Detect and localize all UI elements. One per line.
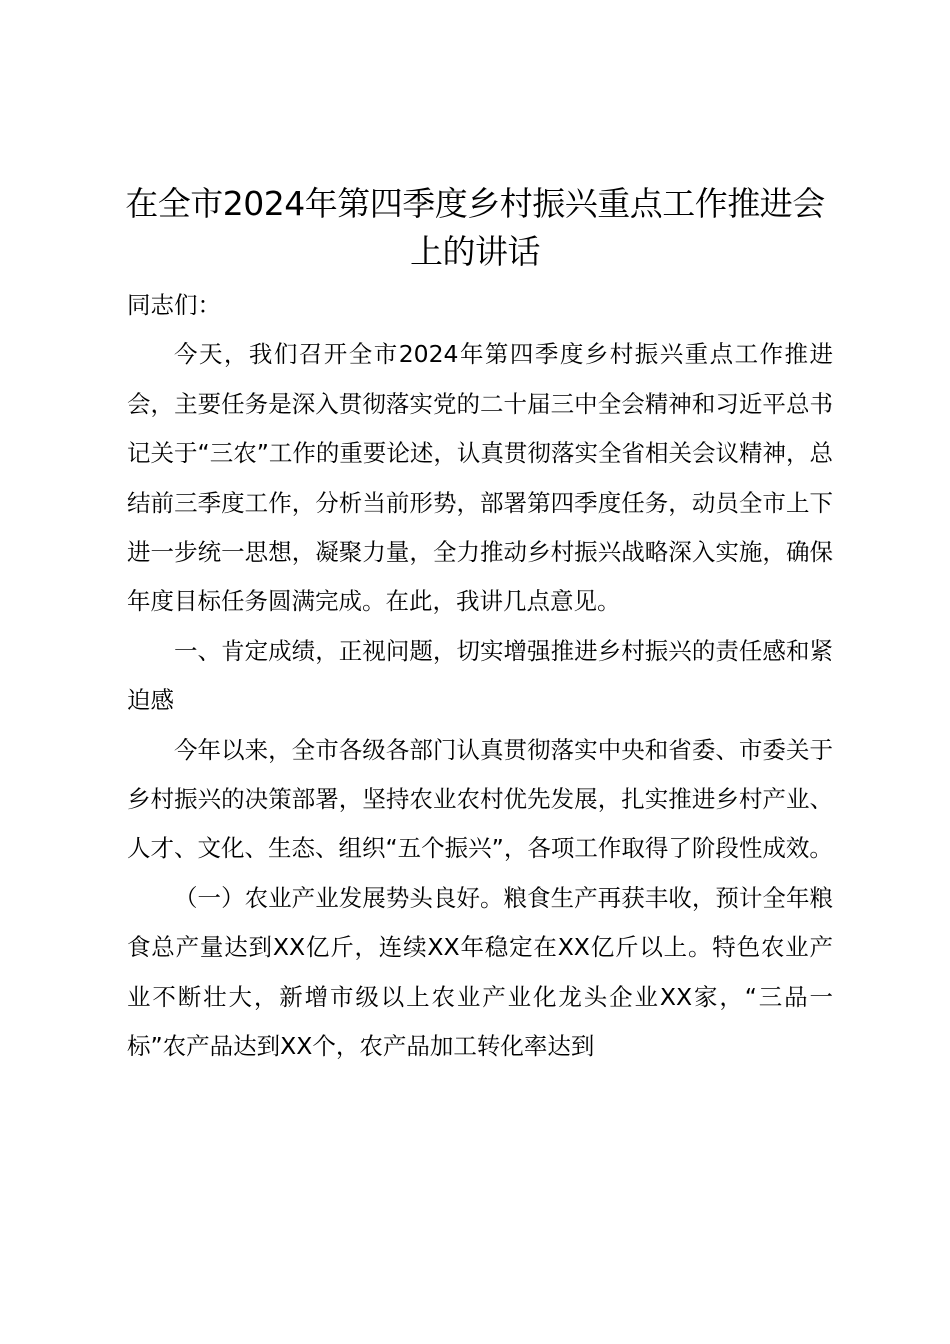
paragraph-achievements: 今年以来，全市各级各部门认真贯彻落实中央和省委、市委关于乡村振兴的决策部署，坚持农业农村优先发展，扎实推进乡村产业、人才、文化、生态、组织“五个振兴”，各项工作取得了阶段性成效。 [127, 735, 833, 863]
section-heading-1: 一、肯定成绩，正视问题，切实增强推进乡村振兴的责任感和紧迫感 [127, 636, 833, 715]
paragraph-subsection-1: （一）农业产业发展势头良好。粮食生产再获丰收，预计全年粮食总产量达到XX亿斤，连续XX年稳定在XX亿斤以上。特色农业产业不断壮大，新增市级以上农业产业化龙头企业XX家，“三品一标”农产品达到XX个，农产品加工转化率达到 [127, 883, 833, 1061]
document-body [127, 281, 833, 1072]
salutation: 同志们： [127, 291, 221, 319]
paragraph-intro: 今天，我们召开全市2024年第四季度乡村振兴重点工作推进会，主要任务是深入贯彻落实党的二十届三中全会精神和习近平总书记关于“三农”工作的重要论述，认真贯彻落实全省相关会议精神，总结前三季度工作，分析当前形势，部署第四季度任务，动员全市上下进一步统一思想，凝聚力量，全力推动乡村振兴战略深入实施，确保年度目标任务圆满完成。在此，我讲几点意见。 [127, 340, 833, 616]
document-title: 在全市2024年第四季度乡村振兴重点工作推进会上的讲话 [125, 184, 825, 271]
